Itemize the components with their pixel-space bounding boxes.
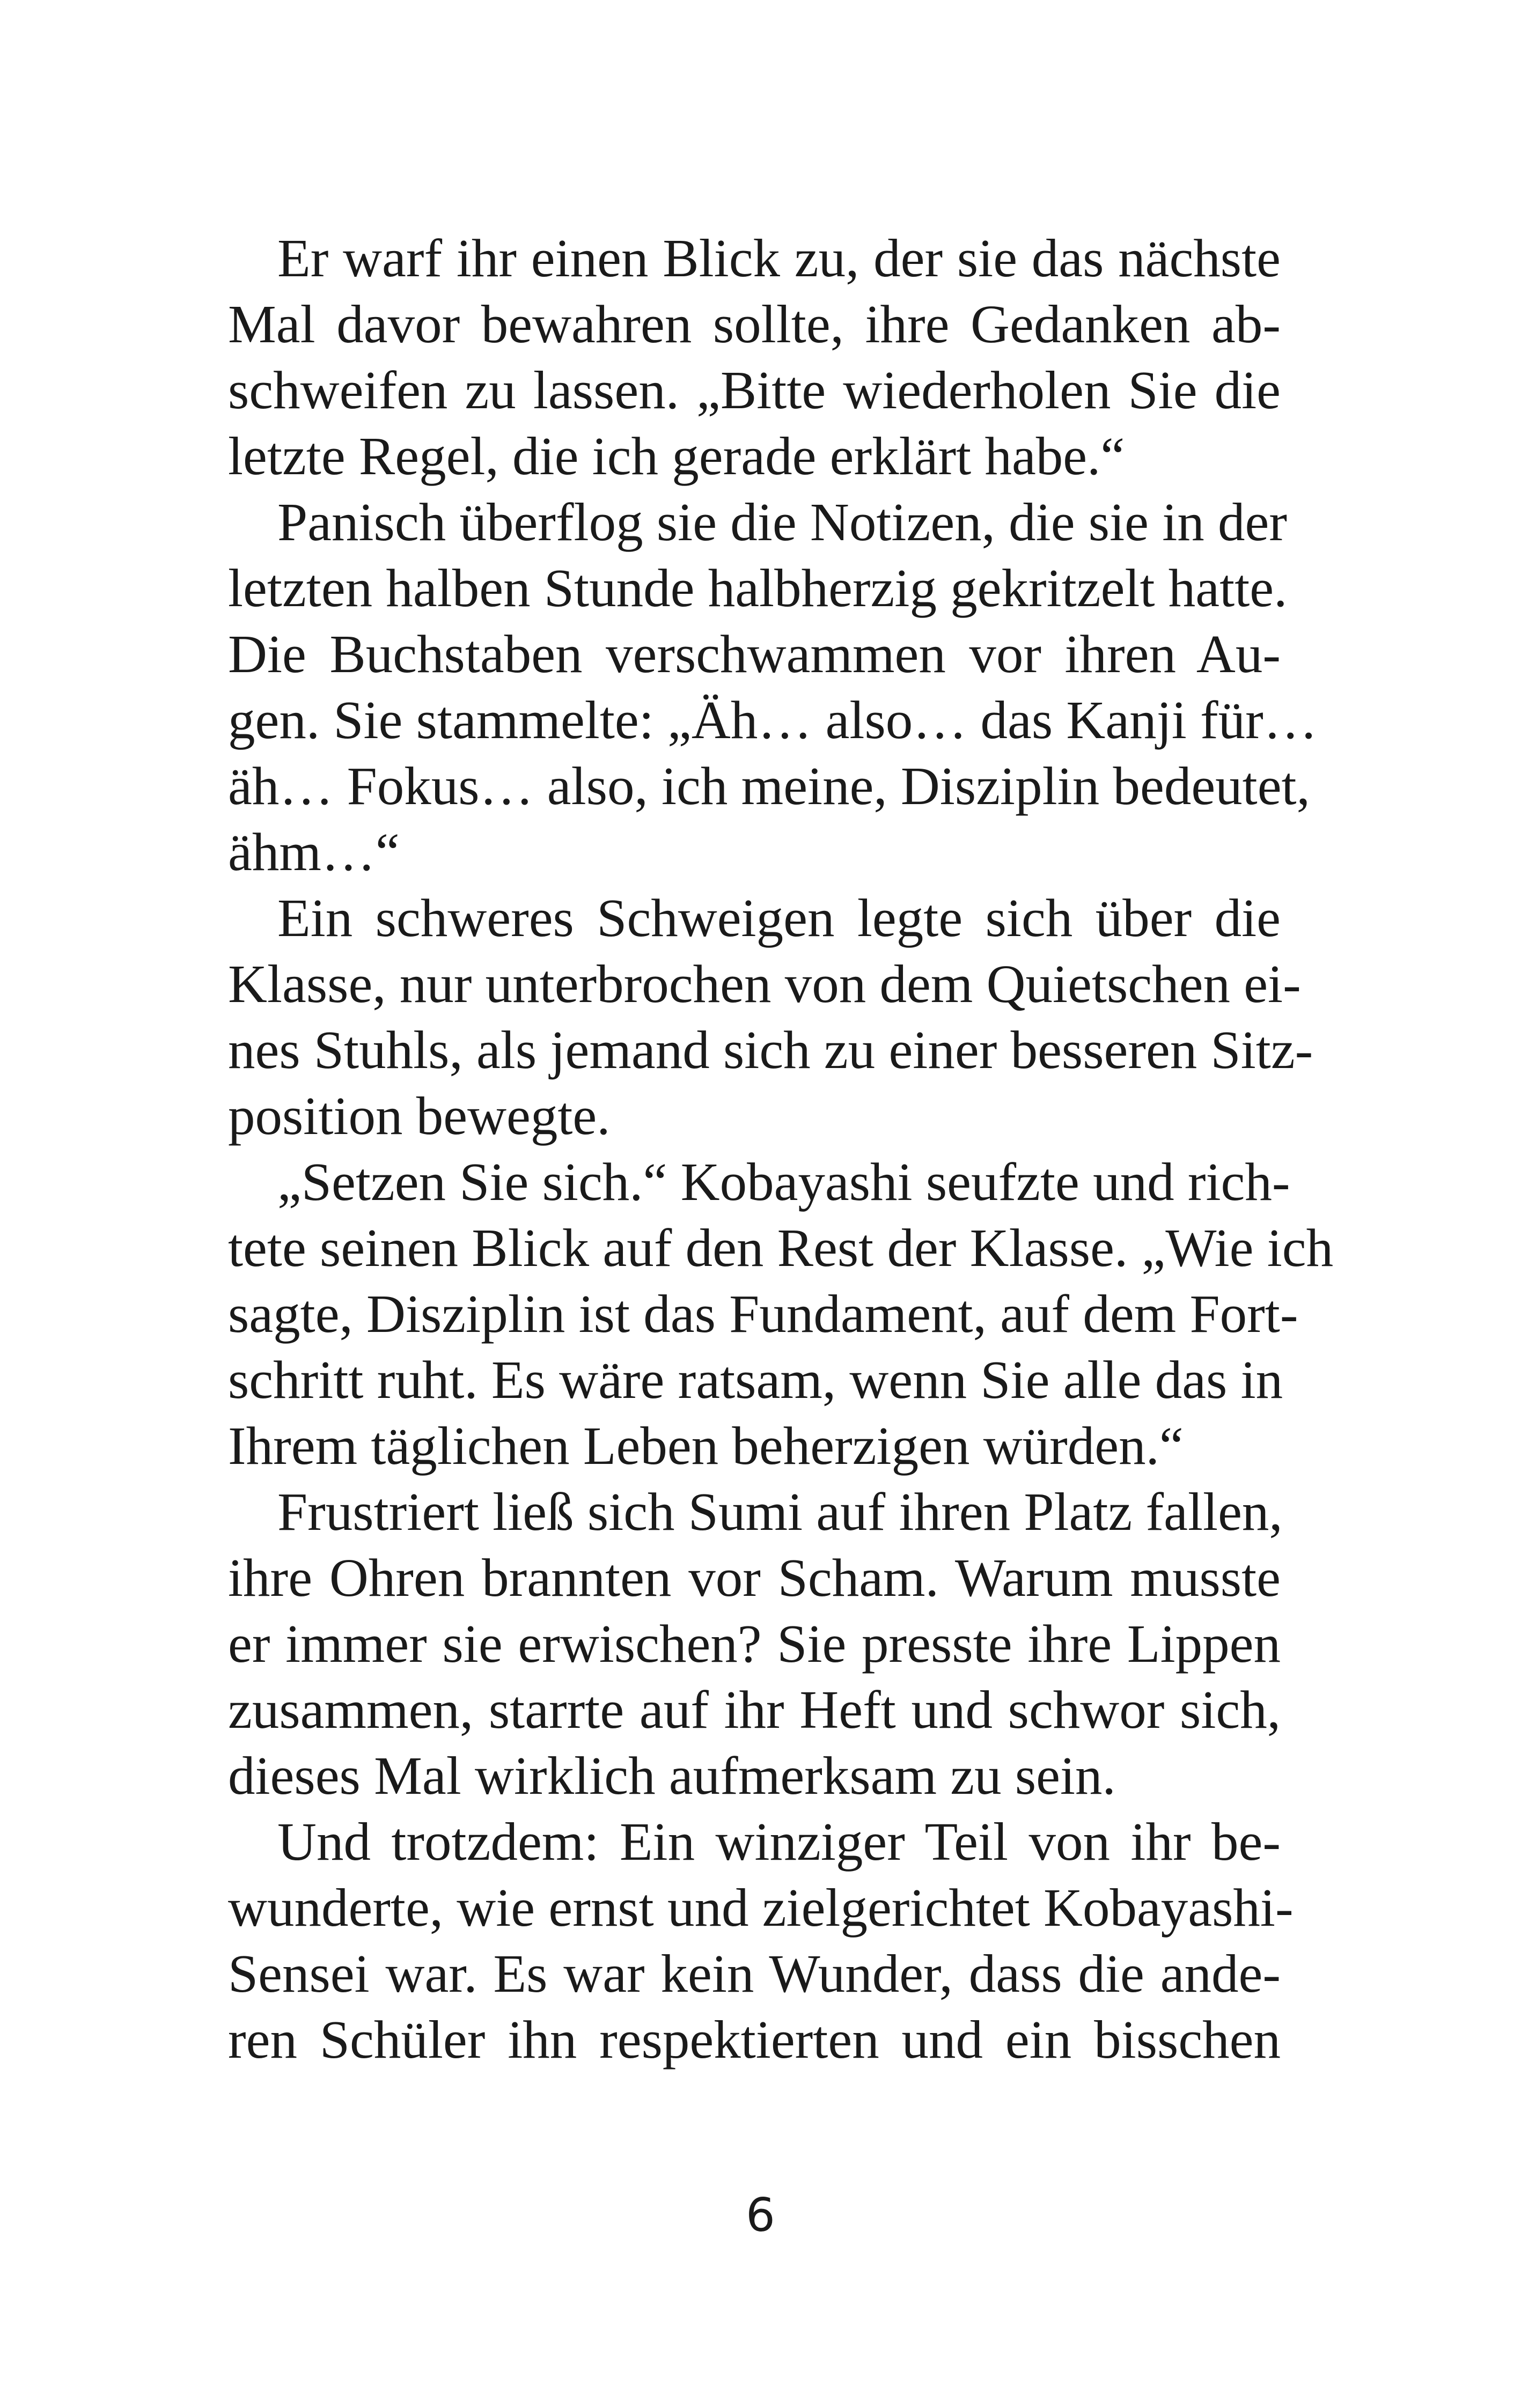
text-line: Die Buchstaben verschwammen vor ihren Au-	[228, 624, 1281, 684]
text-line: Und trotzdem: Ein winziger Teil von ihr be-	[277, 1811, 1281, 1872]
page-number: 6	[746, 2189, 775, 2242]
text-line: Ein schweres Schweigen legte sich über die	[277, 888, 1281, 948]
text-line: nes Stuhls, als jemand sich zu einer besseren Sitz-	[228, 1020, 1313, 1080]
text-line: Panisch überflog sie die Notizen, die sie in der	[277, 492, 1288, 552]
text-line: Ihrem täglichen Leben beherzigen würden.“	[228, 1416, 1184, 1476]
text-line: letzte Regel, die ich gerade erklärt habe.“	[228, 426, 1125, 486]
text-line: ihre Ohren brannten vor Scham. Warum musste	[228, 1548, 1281, 1608]
text-line: Klasse, nur unterbrochen von dem Quietschen ei-	[228, 954, 1301, 1014]
text-line: schritt ruht. Es wäre ratsam, wenn Sie alle das in	[228, 1350, 1283, 1410]
text-line: wunderte, wie ernst und zielgerichtet Kobayashi-	[228, 1877, 1294, 1938]
text-line: Sensei war. Es war kein Wunder, dass die ande-	[228, 1943, 1281, 2004]
text-line: sagte, Disziplin ist das Fundament, auf dem Fort-	[228, 1284, 1298, 1344]
text-line: „Setzen Sie sich.“ Kobayashi seufzte und rich-	[277, 1152, 1290, 1212]
text-line: zusammen, starrte auf ihr Heft und schwor sich,	[228, 1680, 1281, 1740]
text-line: Er warf ihr einen Blick zu, der sie das nächste	[277, 228, 1281, 288]
text-line: äh… Fokus… also, ich meine, Disziplin bedeutet,	[228, 756, 1310, 816]
text-line: schweifen zu lassen. „Bitte wiederholen Sie die	[228, 360, 1281, 420]
text-line: dieses Mal wirklich aufmerksam zu sein.	[228, 1746, 1116, 1806]
text-line: Frustriert ließ sich Sumi auf ihren Platz fallen,	[277, 1482, 1283, 1542]
text-line: tete seinen Blick auf den Rest der Klasse. „Wie ich	[228, 1218, 1334, 1278]
text-line: letzten halben Stunde halbherzig gekritzelt hatte.	[228, 558, 1288, 618]
text-line: position bewegte.	[228, 1086, 611, 1146]
text-line: ren Schüler ihn respektierten und ein bisschen	[228, 2009, 1281, 2070]
text-line: er immer sie erwischen? Sie presste ihre Lippen	[228, 1614, 1281, 1674]
body-text	[228, 225, 1334, 2073]
text-line: ähm…“	[228, 822, 400, 882]
text-line: gen. Sie stammelte: „Äh… also… das Kanji für…	[228, 690, 1318, 750]
text-line: Mal davor bewahren sollte, ihre Gedanken ab-	[228, 294, 1281, 354]
